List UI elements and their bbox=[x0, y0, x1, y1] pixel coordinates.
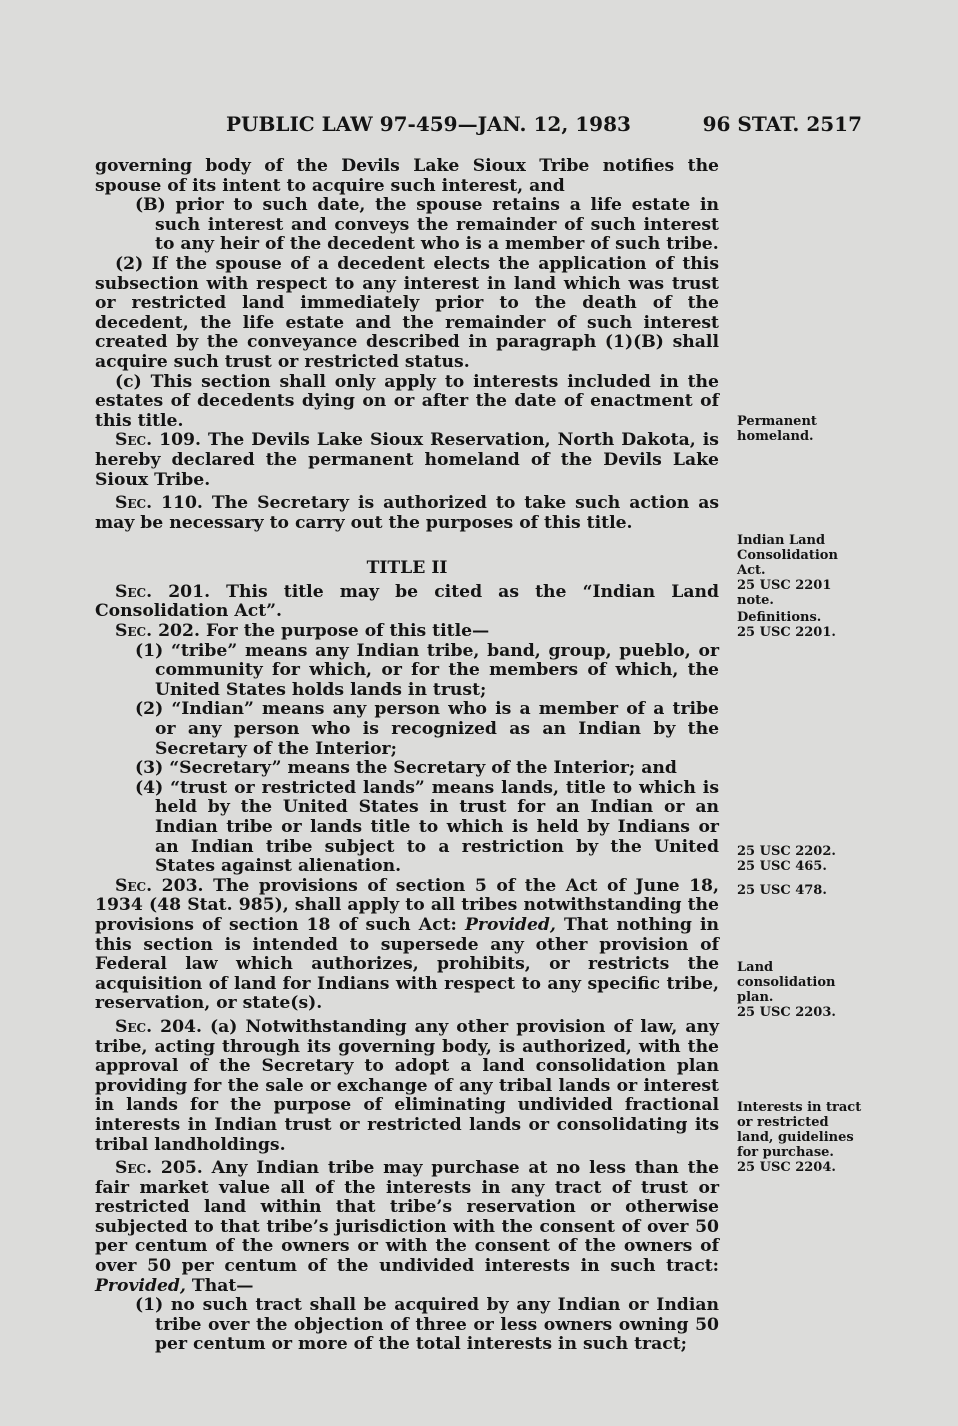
section-text: That nothing in this section is intended to supersede any other provision of Federal law which authorizes, prohibits, or restricts the acquisition of land for Indians with respect to any specific tribe, reservation, or state(s). bbox=[95, 914, 720, 1014]
margin-line: Land bbox=[737, 960, 774, 975]
margin-line: 25 USC 2201 bbox=[737, 578, 832, 593]
section-text: That— bbox=[191, 1275, 254, 1296]
definition: (3) “Secretary” means the Secretary of the Interior; and bbox=[135, 758, 677, 779]
paragraph: (B) prior to such date, the spouse retains a life estate in such interest and conveys the remainder of such interest to any heir of the decedent who is a member of such tribe. bbox=[135, 195, 719, 255]
margin-line: 25 USC 2201. bbox=[737, 625, 836, 640]
margin-note-permanent bbox=[737, 414, 862, 444]
margin-note-2202 bbox=[737, 844, 862, 874]
law-citation: PUBLIC LAW 97-459—JAN. 12, 1983 bbox=[226, 112, 631, 136]
stat-citation: 96 STAT. 2517 bbox=[702, 112, 862, 136]
section-text: For the purpose of this title— bbox=[205, 621, 490, 642]
margin-line: note. bbox=[737, 593, 774, 608]
margin-note-478 bbox=[737, 883, 862, 898]
margin-line: 25 USC 465. bbox=[737, 859, 827, 874]
section-label: Sec. 204. bbox=[115, 1016, 202, 1037]
section-label: Sec. 201. bbox=[115, 581, 211, 602]
margin-line: Act. bbox=[737, 563, 766, 578]
title-heading: TITLE II bbox=[366, 558, 448, 579]
margin-note-ilca bbox=[737, 533, 862, 608]
margin-line: homeland. bbox=[737, 429, 814, 444]
margin-line: Indian Land bbox=[737, 533, 826, 548]
margin-line: 25 USC 2204. bbox=[737, 1160, 836, 1175]
page-header bbox=[94, 112, 862, 142]
margin-note-definitions bbox=[737, 610, 862, 640]
margin-line: plan. bbox=[737, 990, 774, 1005]
provided-text: Provided, bbox=[95, 1275, 186, 1296]
section-text: The Devils Lake Sioux Reservation, North Dakota, is hereby declared the permanent homeland of the Devils Lake Sioux Tribe. bbox=[95, 430, 719, 490]
margin-line: Interests in tract bbox=[737, 1100, 862, 1115]
section-205 bbox=[95, 1159, 719, 1296]
margin-line: for purchase. bbox=[737, 1145, 834, 1160]
section-label: Sec. 205. bbox=[115, 1158, 203, 1179]
clause: (1) no such tract shall be acquired by any Indian or Indian tribe over the objection of three or less owners owning 50 per centum or more of the total interests in such tract; bbox=[135, 1295, 719, 1355]
definition: (4) “trust or restricted lands” means lands, title to which is held by the United States in trust for an Indian or an Indian tribe or lands title to which is held by Indians or an Indian tribe subject to a restriction by the United States against alienation. bbox=[135, 777, 719, 877]
section-text: Any Indian tribe may purchase at no less than the fair market value all of the interests in any tract of trust or restricted land within that tribe’s reservation or otherwise subjected to that tribe’s jurisdiction with the consent of over 50 per centum of the owners or with the consent of the owners of over 50 per centum of the undivided interests in such tract: bbox=[95, 1158, 720, 1277]
section-203 bbox=[95, 877, 719, 1014]
margin-line: or restricted bbox=[737, 1115, 829, 1130]
margin-note-interests bbox=[737, 1100, 862, 1175]
section-110 bbox=[95, 494, 719, 533]
paragraph: (c) This section shall only apply to interests included in the estates of decedents dying on or after the date of enactment of this title. bbox=[95, 371, 719, 431]
section-label: Sec. 109. bbox=[115, 430, 201, 451]
section-label: Sec. 110. bbox=[115, 493, 203, 514]
section-201 bbox=[95, 583, 719, 622]
paragraph: (2) If the spouse of a decedent elects the application of this subsection with respect to any interest in land which was trust or restricted land immediately prior to the death of the decedent, the life estate and the remainder of such interest created by the conveyance described in paragraph (1)(B) shall acquire such trust or restricted status. bbox=[95, 253, 719, 372]
paragraph: governing body of the Devils Lake Sioux Tribe notifies the spouse of its intent to acquire such interest, and bbox=[95, 156, 719, 196]
margin-line: consolidation bbox=[737, 975, 836, 990]
definition: (1) “tribe” means any Indian tribe, band, group, pueblo, or community for which, or for the members of which, the United States holds lands in trust; bbox=[135, 640, 719, 700]
margin-line: 25 USC 2202. bbox=[737, 844, 836, 859]
margin-line: 25 USC 478. bbox=[737, 883, 827, 898]
margin-note-land-plan bbox=[737, 960, 862, 1020]
section-204 bbox=[95, 1018, 719, 1155]
definition: (2) “Indian” means any person who is a member of a tribe or any person who is recognized as an Indian by the Secretary of the Interior; bbox=[135, 699, 719, 759]
body-text bbox=[95, 157, 719, 1355]
section-109 bbox=[95, 431, 719, 490]
margin-line: Permanent bbox=[737, 414, 817, 429]
margin-line: land, guidelines bbox=[737, 1130, 854, 1145]
section-text: The provisions of section 5 of the Act of June 18, 1934 (48 Stat. 985), shall apply to all tribes notwithstanding the provisions of section 18 of such Act: bbox=[95, 875, 719, 935]
section-202 bbox=[95, 622, 719, 642]
margin-line: Definitions. bbox=[737, 610, 822, 625]
section-label: Sec. 203. bbox=[115, 875, 204, 896]
section-label: Sec. 202. bbox=[115, 621, 200, 642]
section-text: (a) Notwithstanding any other provision of law, any tribe, acting through its governing body, is authorized, with the approval of the Secretary to adopt a land consolidation plan providing for the sale or exchange of any tribal lands or interest in lands for the purpose of eliminating undivided fractional interests in Indian trust or restricted lands or consolidating its tribal landholdings. bbox=[95, 1016, 720, 1155]
provided-text: Provided, bbox=[464, 914, 556, 935]
margin-line: Consolidation bbox=[737, 548, 838, 563]
section-text: The Secretary is authorized to take such action as may be necessary to carry out the purposes of this title. bbox=[95, 493, 720, 533]
section-text: This title may be cited as the “Indian Land Consolidation Act”. bbox=[95, 581, 720, 622]
margin-line: 25 USC 2203. bbox=[737, 1005, 836, 1020]
